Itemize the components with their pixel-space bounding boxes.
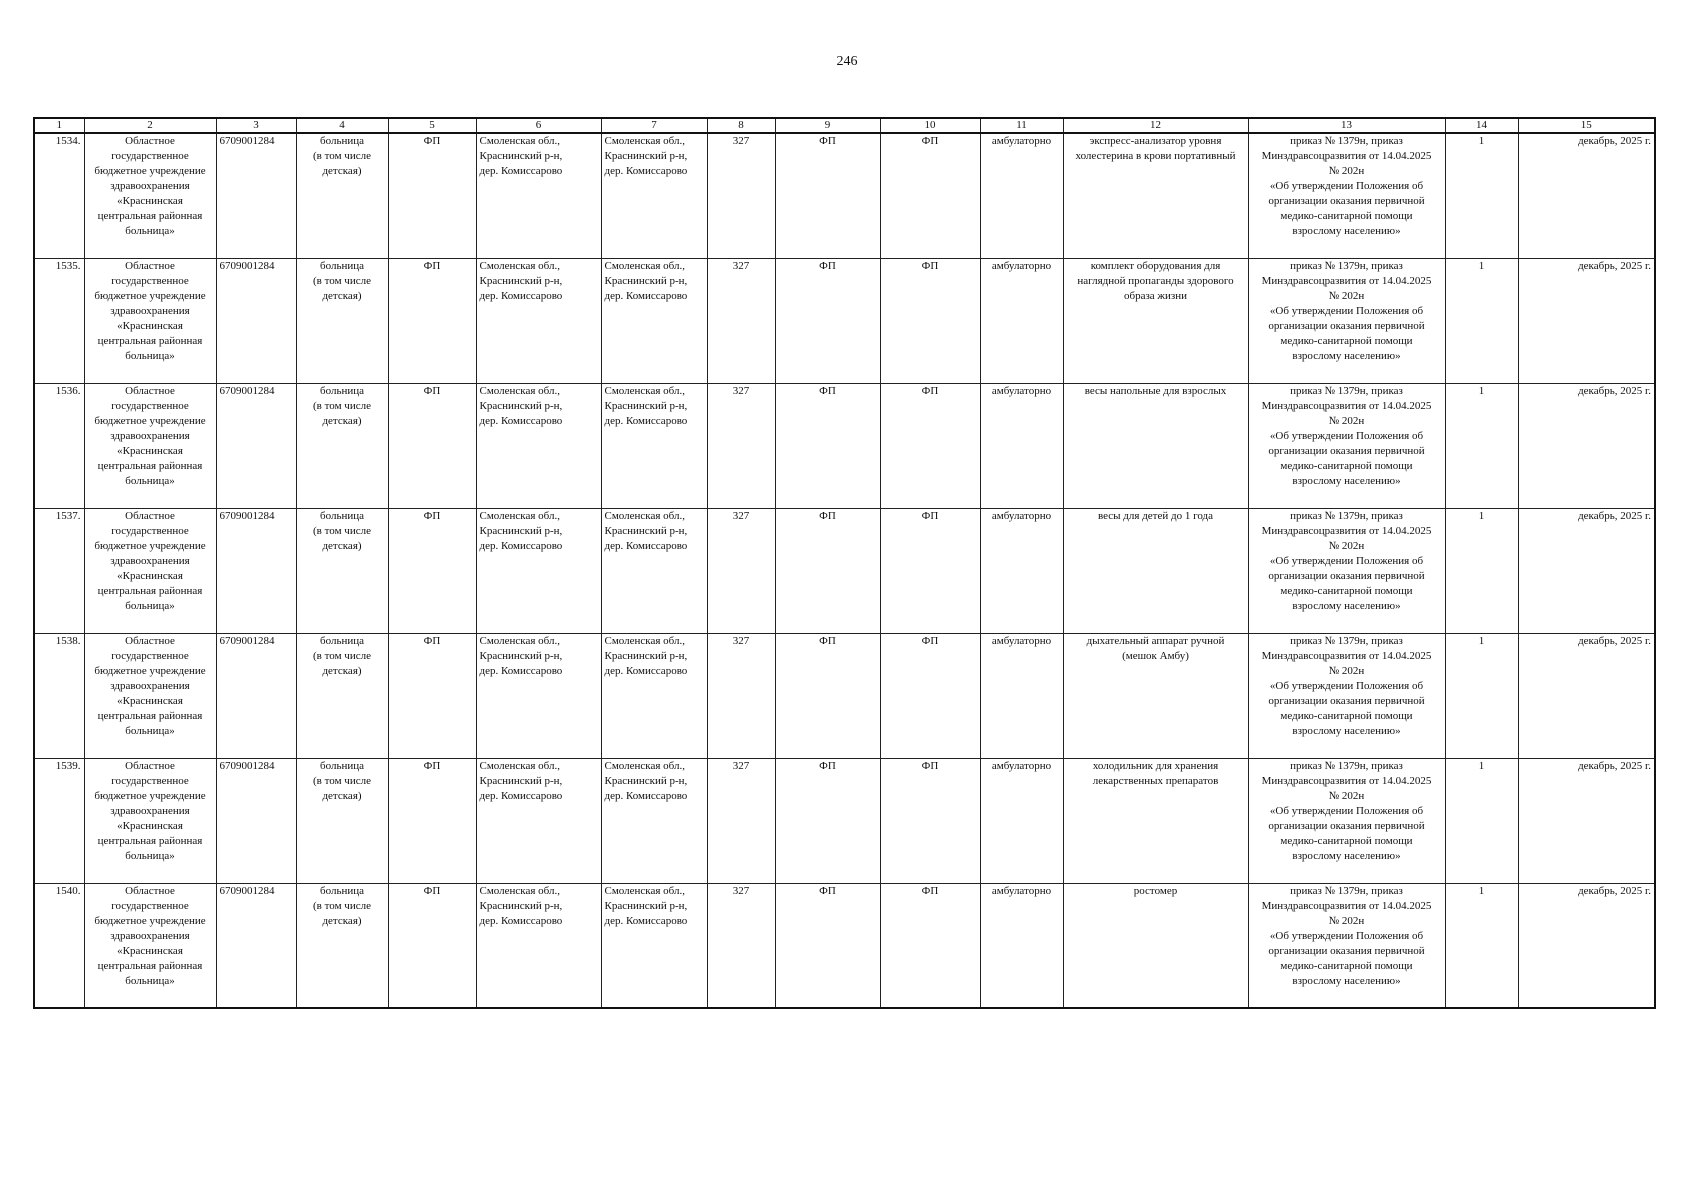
institution-type-cell: больница (в том числе детская) bbox=[296, 133, 388, 258]
delivery-date-cell: декабрь, 2025 г. bbox=[1518, 383, 1655, 508]
header-row bbox=[34, 118, 1655, 133]
column-header: 14 bbox=[1445, 118, 1518, 133]
unit-name-cell: ФП bbox=[880, 758, 980, 883]
table-body bbox=[34, 133, 1655, 1008]
equipment-name-cell: весы напольные для взрослых bbox=[1063, 383, 1248, 508]
column-header: 12 bbox=[1063, 118, 1248, 133]
row-number-cell: 1536. bbox=[34, 383, 84, 508]
subdivision-cell: ФП bbox=[388, 383, 476, 508]
unit-name-cell: ФП bbox=[880, 258, 980, 383]
institution-type-cell: больница (в том числе детская) bbox=[296, 883, 388, 1008]
inn-code-cell: 6709001284 bbox=[216, 758, 296, 883]
legal-basis-cell: приказ № 1379н, приказ Минздравсоцразвития от 14.04.2025 № 202н «Об утверждении Положения об организации оказания первичной медико-санитарной помощи взрослому населению» bbox=[1248, 258, 1445, 383]
column-header: 4 bbox=[296, 118, 388, 133]
unit-type-cell: ФП bbox=[775, 258, 880, 383]
quantity-cell: 1 bbox=[1445, 508, 1518, 633]
equipment-name-cell: экспресс-анализатор уровня холестерина в крови портативный bbox=[1063, 133, 1248, 258]
row-number-cell: 1540. bbox=[34, 883, 84, 1008]
column-header: 15 bbox=[1518, 118, 1655, 133]
row-number-cell: 1535. bbox=[34, 258, 84, 383]
unit-type-cell: ФП bbox=[775, 883, 880, 1008]
inn-code-cell: 6709001284 bbox=[216, 383, 296, 508]
column-header: 7 bbox=[601, 118, 707, 133]
row-number-cell: 1539. bbox=[34, 758, 84, 883]
address-location-cell: Смоленская обл., Краснинский р-н, дер. Комиссарово bbox=[601, 508, 707, 633]
inn-code-cell: 6709001284 bbox=[216, 133, 296, 258]
unit-type-cell: ФП bbox=[775, 383, 880, 508]
table-row bbox=[34, 258, 1655, 383]
column-header: 6 bbox=[476, 118, 601, 133]
address-location-cell: Смоленская обл., Краснинский р-н, дер. Комиссарово bbox=[601, 133, 707, 258]
care-conditions-cell: амбулаторно bbox=[980, 883, 1063, 1008]
locality-code-cell: 327 bbox=[707, 633, 775, 758]
equipment-name-cell: весы для детей до 1 года bbox=[1063, 508, 1248, 633]
unit-name-cell: ФП bbox=[880, 383, 980, 508]
organization-name-cell: Областное государственное бюджетное учреждение здравоохранения «Краснинская центральная районная больница» bbox=[84, 758, 216, 883]
column-header: 13 bbox=[1248, 118, 1445, 133]
table-row bbox=[34, 883, 1655, 1008]
equipment-name-cell: дыхательный аппарат ручной (мешок Амбу) bbox=[1063, 633, 1248, 758]
column-header: 9 bbox=[775, 118, 880, 133]
institution-type-cell: больница (в том числе детская) bbox=[296, 758, 388, 883]
quantity-cell: 1 bbox=[1445, 383, 1518, 508]
inn-code-cell: 6709001284 bbox=[216, 258, 296, 383]
column-header: 10 bbox=[880, 118, 980, 133]
delivery-date-cell: декабрь, 2025 г. bbox=[1518, 133, 1655, 258]
address-location-cell: Смоленская обл., Краснинский р-н, дер. Комиссарово bbox=[601, 258, 707, 383]
institution-type-cell: больница (в том числе детская) bbox=[296, 508, 388, 633]
address-actual-cell: Смоленская обл., Краснинский р-н, дер. Комиссарово bbox=[476, 508, 601, 633]
organization-name-cell: Областное государственное бюджетное учреждение здравоохранения «Краснинская центральная районная больница» bbox=[84, 883, 216, 1008]
legal-basis-cell: приказ № 1379н, приказ Минздравсоцразвития от 14.04.2025 № 202н «Об утверждении Положения об организации оказания первичной медико-санитарной помощи взрослому населению» bbox=[1248, 133, 1445, 258]
equipment-name-cell: холодильник для хранения лекарственных препаратов bbox=[1063, 758, 1248, 883]
unit-name-cell: ФП bbox=[880, 883, 980, 1008]
delivery-date-cell: декабрь, 2025 г. bbox=[1518, 633, 1655, 758]
organization-name-cell: Областное государственное бюджетное учреждение здравоохранения «Краснинская центральная районная больница» bbox=[84, 508, 216, 633]
organization-name-cell: Областное государственное бюджетное учреждение здравоохранения «Краснинская центральная районная больница» bbox=[84, 633, 216, 758]
locality-code-cell: 327 bbox=[707, 133, 775, 258]
organization-name-cell: Областное государственное бюджетное учреждение здравоохранения «Краснинская центральная районная больница» bbox=[84, 383, 216, 508]
delivery-date-cell: декабрь, 2025 г. bbox=[1518, 883, 1655, 1008]
locality-code-cell: 327 bbox=[707, 383, 775, 508]
legal-basis-cell: приказ № 1379н, приказ Минздравсоцразвития от 14.04.2025 № 202н «Об утверждении Положения об организации оказания первичной медико-санитарной помощи взрослому населению» bbox=[1248, 883, 1445, 1008]
locality-code-cell: 327 bbox=[707, 508, 775, 633]
unit-type-cell: ФП bbox=[775, 758, 880, 883]
locality-code-cell: 327 bbox=[707, 758, 775, 883]
column-header: 3 bbox=[216, 118, 296, 133]
subdivision-cell: ФП bbox=[388, 758, 476, 883]
quantity-cell: 1 bbox=[1445, 758, 1518, 883]
institution-type-cell: больница (в том числе детская) bbox=[296, 258, 388, 383]
unit-name-cell: ФП bbox=[880, 633, 980, 758]
legal-basis-cell: приказ № 1379н, приказ Минздравсоцразвития от 14.04.2025 № 202н «Об утверждении Положения об организации оказания первичной медико-санитарной помощи взрослому населению» bbox=[1248, 758, 1445, 883]
column-header: 11 bbox=[980, 118, 1063, 133]
address-location-cell: Смоленская обл., Краснинский р-н, дер. Комиссарово bbox=[601, 633, 707, 758]
address-actual-cell: Смоленская обл., Краснинский р-н, дер. Комиссарово bbox=[476, 758, 601, 883]
care-conditions-cell: амбулаторно bbox=[980, 633, 1063, 758]
quantity-cell: 1 bbox=[1445, 133, 1518, 258]
page-number: 246 bbox=[836, 54, 858, 69]
delivery-date-cell: декабрь, 2025 г. bbox=[1518, 258, 1655, 383]
quantity-cell: 1 bbox=[1445, 883, 1518, 1008]
unit-name-cell: ФП bbox=[880, 508, 980, 633]
address-actual-cell: Смоленская обл., Краснинский р-н, дер. Комиссарово bbox=[476, 883, 601, 1008]
table-row bbox=[34, 383, 1655, 508]
column-header: 5 bbox=[388, 118, 476, 133]
table-row bbox=[34, 133, 1655, 258]
equipment-table bbox=[33, 117, 1656, 1009]
address-actual-cell: Смоленская обл., Краснинский р-н, дер. Комиссарово bbox=[476, 258, 601, 383]
legal-basis-cell: приказ № 1379н, приказ Минздравсоцразвития от 14.04.2025 № 202н «Об утверждении Положения об организации оказания первичной медико-санитарной помощи взрослому населению» bbox=[1248, 383, 1445, 508]
inn-code-cell: 6709001284 bbox=[216, 633, 296, 758]
inn-code-cell: 6709001284 bbox=[216, 508, 296, 633]
care-conditions-cell: амбулаторно bbox=[980, 258, 1063, 383]
unit-type-cell: ФП bbox=[775, 633, 880, 758]
care-conditions-cell: амбулаторно bbox=[980, 508, 1063, 633]
organization-name-cell: Областное государственное бюджетное учреждение здравоохранения «Краснинская центральная районная больница» bbox=[84, 133, 216, 258]
column-header: 2 bbox=[84, 118, 216, 133]
institution-type-cell: больница (в том числе детская) bbox=[296, 633, 388, 758]
delivery-date-cell: декабрь, 2025 г. bbox=[1518, 508, 1655, 633]
address-location-cell: Смоленская обл., Краснинский р-н, дер. Комиссарово bbox=[601, 383, 707, 508]
subdivision-cell: ФП bbox=[388, 258, 476, 383]
care-conditions-cell: амбулаторно bbox=[980, 133, 1063, 258]
table-row bbox=[34, 633, 1655, 758]
row-number-cell: 1538. bbox=[34, 633, 84, 758]
subdivision-cell: ФП bbox=[388, 508, 476, 633]
unit-type-cell: ФП bbox=[775, 133, 880, 258]
locality-code-cell: 327 bbox=[707, 258, 775, 383]
equipment-name-cell: ростомер bbox=[1063, 883, 1248, 1008]
quantity-cell: 1 bbox=[1445, 633, 1518, 758]
address-location-cell: Смоленская обл., Краснинский р-н, дер. Комиссарово bbox=[601, 883, 707, 1008]
unit-name-cell: ФП bbox=[880, 133, 980, 258]
unit-type-cell: ФП bbox=[775, 508, 880, 633]
subdivision-cell: ФП bbox=[388, 133, 476, 258]
care-conditions-cell: амбулаторно bbox=[980, 758, 1063, 883]
legal-basis-cell: приказ № 1379н, приказ Минздравсоцразвития от 14.04.2025 № 202н «Об утверждении Положения об организации оказания первичной медико-санитарной помощи взрослому населению» bbox=[1248, 508, 1445, 633]
subdivision-cell: ФП bbox=[388, 633, 476, 758]
table-row bbox=[34, 508, 1655, 633]
subdivision-cell: ФП bbox=[388, 883, 476, 1008]
locality-code-cell: 327 bbox=[707, 883, 775, 1008]
address-location-cell: Смоленская обл., Краснинский р-н, дер. Комиссарово bbox=[601, 758, 707, 883]
care-conditions-cell: амбулаторно bbox=[980, 383, 1063, 508]
legal-basis-cell: приказ № 1379н, приказ Минздравсоцразвития от 14.04.2025 № 202н «Об утверждении Положения об организации оказания первичной медико-санитарной помощи взрослому населению» bbox=[1248, 633, 1445, 758]
column-header: 1 bbox=[34, 118, 84, 133]
quantity-cell: 1 bbox=[1445, 258, 1518, 383]
address-actual-cell: Смоленская обл., Краснинский р-н, дер. Комиссарово bbox=[476, 383, 601, 508]
address-actual-cell: Смоленская обл., Краснинский р-н, дер. Комиссарово bbox=[476, 633, 601, 758]
organization-name-cell: Областное государственное бюджетное учреждение здравоохранения «Краснинская центральная районная больница» bbox=[84, 258, 216, 383]
column-header: 8 bbox=[707, 118, 775, 133]
inn-code-cell: 6709001284 bbox=[216, 883, 296, 1008]
row-number-cell: 1534. bbox=[34, 133, 84, 258]
equipment-name-cell: комплект оборудования для наглядной пропаганды здорового образа жизни bbox=[1063, 258, 1248, 383]
address-actual-cell: Смоленская обл., Краснинский р-н, дер. Комиссарово bbox=[476, 133, 601, 258]
row-number-cell: 1537. bbox=[34, 508, 84, 633]
institution-type-cell: больница (в том числе детская) bbox=[296, 383, 388, 508]
delivery-date-cell: декабрь, 2025 г. bbox=[1518, 758, 1655, 883]
table-row bbox=[34, 758, 1655, 883]
